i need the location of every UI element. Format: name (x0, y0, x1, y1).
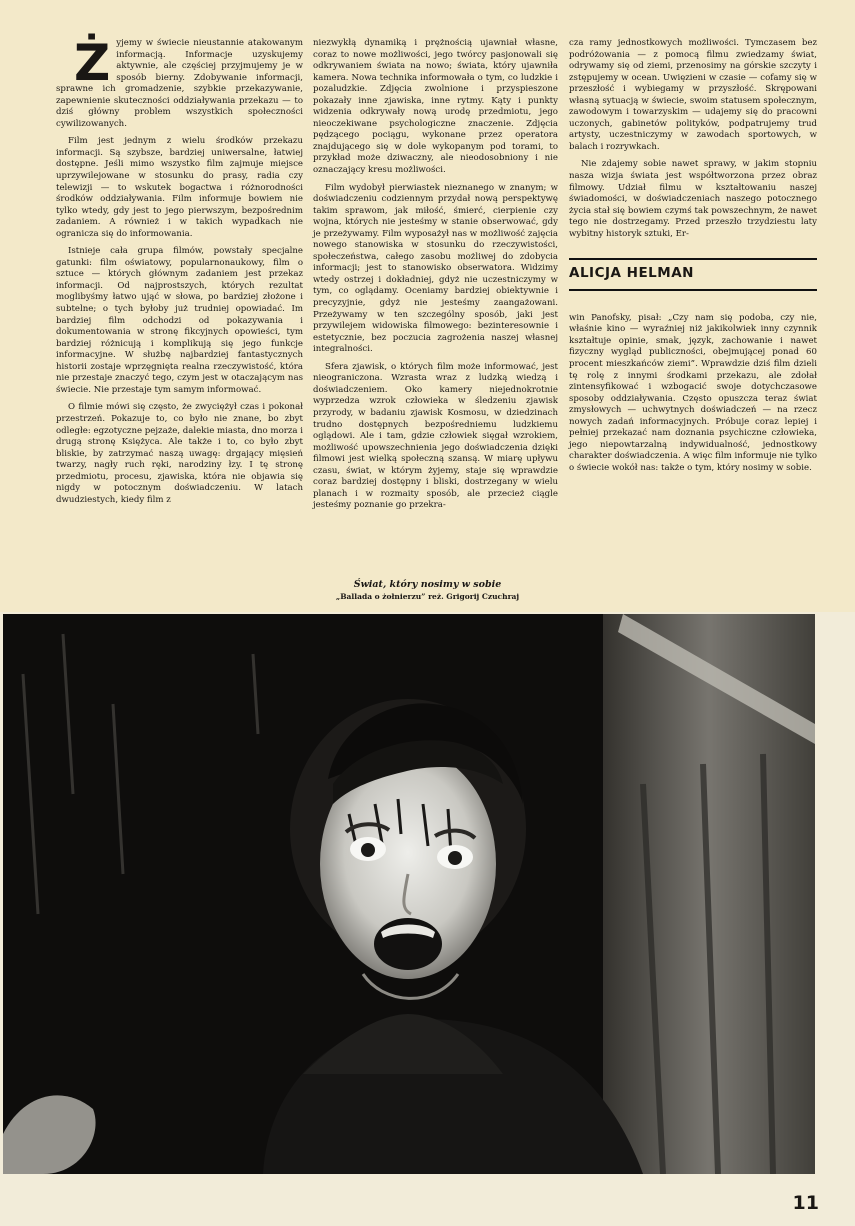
article-column-2 (313, 38, 558, 518)
drop-cap: Ż (74, 34, 111, 92)
author-block (569, 258, 817, 291)
paragraph-text: yjemy w świecie nieustannie atakowanym informacją. Informacje uzyskujemy aktywnie, ale częściej przyjmujemy je w sposób bierny. Zdobywanie informacji, sprawne ich gromadzenie, szybkie przekazywanie, zapewnienie skuteczności oddziaływania przekazu — to dziś główny problem wszystkich społeczności cywilizowanych. (56, 38, 303, 129)
article-paragraph (56, 34, 303, 130)
film-still-photo (3, 614, 815, 1174)
article-paragraph: cza ramy jednostkowych możliwości. Tymczasem bez podróżowania — z pomocą filmu zwiedzamy świat, odrywamy się od ziemi, przenosimy na górskie szczyty i zstępujemy w ocean. Uwięzieni w czasie — cofamy się w przeszłość i wybiegamy w przyszłość. Skrępowani własną sytuacją w świecie, swoim statusem społecznym, zawodowym i towarzyskim — udajemy się do pracowni uczonych, gabinetów polityków, podpatrujemy trud artysty, uczestniczymy w zawodach sportowych, w balach i rozrywkach. (569, 38, 817, 152)
article-paragraph: Nie zdajemy sobie nawet sprawy, w jakim stopniu nasza wizja świata jest współtworzona przez obraz filmowy. Udział filmu w kształtowaniu naszej świadomości, w doświadczeniach naszego potocznego życia stał się bowiem czymś tak powszechnym, że nawet tego nie dostrzegamy. Przed przeszło trzydziestu laty wybitny historyk sztuki, Er- (569, 159, 817, 239)
article-paragraph: O filmie mówi się często, że zwyciężył czas i pokonał przestrzeń. Pokazuje to, co było nie znane, bo zbyt odległe: egzotyczne pejzaże, dalekie miasta, dno morza i drugą stronę Księżyca. Ale także i to, co było zbyt bliskie, by zatrzymać naszą uwagę: drgający mięsień twarzy, nagły ruch ręki, narodziny łzy. I tę stronę przedmiotu, procesu, zjawiska, która nie objawia się nigdy w potocznym doświadczeniu. W latach dwudziestych, kiedy film z (56, 402, 303, 505)
photo-caption (0, 579, 855, 602)
article-paragraph: Sfera zjawisk, o których film może informować, jest nieograniczona. Wzrasta wraz z ludzką wiedzą i doświadczeniem. Oko kamery niejednokrotnie wyprzedza wzrok człowieka w śledzeniu zjawisk przyrody, w badaniu zjawisk Kosmosu, w dziedzinach trudno dostępnych bezpośredniemu ludzkiemu oglądowi. Ale i tam, gdzie człowiek sięgał wzrokiem, możliwość upowszechnienia jego doświadczenia dzięki filmowi jest wielką społeczną szansą. W miarę upływu czasu, świat, w którym żyjemy, staje się wprawdzie coraz bardziej dostępny i bliski, dostrzegany w wielu planach i w rozmaity sposób, ale przecież ciągle jesteśmy poznanie go przekra- (313, 361, 558, 511)
caption-title: Świat, który nosimy w sobie (353, 579, 502, 590)
article-paragraph: Istnieje cała grupa filmów, powstały specjalne gatunki: film oświatowy, popularnonaukowy, film o sztuce — których głównym zadaniem jest przekaz informacji. Od najprostszych, których rezultat moglibyśmy łatwo ująć w słowa, po bardziej złożone i subtelne; o tych byłoby już trudniej opowiadać. Im bardziej film odchodzi od pokazywania i dokumentowania w stronę fikcyjnych opowieści, tym bardziej różnicują i komplikują się jego funkcje informacyjne. W służbę najbardziej fantastycznych historii zostaje wprzęgnięta realna rzeczywistość, która nie przestaje znaczyć tego, czym jest w otaczającym nas świecie. Nie przestaje tym samym informować. (56, 246, 303, 395)
article-paragraph: Film wydobył pierwiastek nieznanego w znanym; w doświadczeniu codziennym przydał nową perspektywę takim sprawom, jak miłość, śmierć, cierpienie czy wojna, których nie jesteśmy w stanie obserwować, gdy je przeżywamy. Film wyposażył nas w możliwość zajęcia nowego stanowiska w stosunku do rzeczywistości, społeczeństwa, całego zasobu możliwej do zdobycia informacji; jest to stanowisko obserwatora. Widzimy wtedy ostrzej i dokładniej, gdyż nie uczestniczymy w tym, co oglądamy. Oceniamy bardziej obiektywnie i precyzyjnie, gdyż nie jesteśmy zaangażowani. Przeżywamy w ten szczególny sposób, jaki jest przywilejem widowiska filmowego: bezinteresownie i estetycznie, bez poczucia zagrożenia naszej własnej integralności. (313, 182, 558, 355)
author-rule-bottom (569, 289, 817, 291)
article-paragraph: win Panofsky, pisał: „Czy nam się podoba, czy nie, właśnie kino — wyraźniej niż jakikolwiek inny czynnik kształtuje opinie, smak, język, zachowanie i nawet fizyczny wygląd publiczności, obejmującej ponad 60 procent mieszkańców ziemi”. Wprawdzie dziś film dzieli tę rolę z innymi środkami przekazu, ale zdołał zintensyfikować i wzbogacić swoje dotychczasowe sposoby oddziaływania. Często opuszcza teraz świat zmysłowych — uchwytnych doświadczeń — na rzecz nowych zadań informacyjnych. Próbuje coraz lepiej i pełniej przekazać nam doznania psychiczne człowieka, jego niepowtarzalną indywidualność, jednostkowy charakter doświadczenia. A więc film informuje nie tylko o świecie wokół nas: także o tym, który nosimy w sobie. (569, 312, 817, 473)
film-still-illustration (3, 614, 815, 1174)
article-paragraph: Film jest jednym z wielu środków przekazu informacji. Są szybsze, bardziej uniwersalne, łatwiej dostępne. Jeśli mimo wszystko film zajmuje miejsce uprzywilejowane w stosunku do prasy, radia czy telewizji — to wskutek bogactwa i różnorodności środków oddziaływania. Film informuje bowiem nie tylko wtedy, gdy jest to jego pierwszym, bezpośrednim zadaniem. A również i w takich wypadkach nie ogranicza się do informowania. (56, 136, 303, 239)
article-column-3 (569, 38, 817, 481)
author-name: ALICJA HELMAN (569, 265, 694, 282)
article-column-1 (56, 34, 303, 512)
page-number: 11 (792, 1192, 819, 1214)
author-rule-top (569, 258, 817, 260)
caption-subtitle: „Ballada o żołnierzu” reż. Grigorij Czuchraj (335, 592, 520, 601)
article-paragraph: niezwykłą dynamiką i prężnością ujawniał własne, coraz to nowe możliwości, jego twórcy pasjonowali się odkrywaniem świata na nowo; świata, który ujawniła kamera. Nowa technika informowała o tym, co ludzkie i pozaludzkie. Zdjęcia zwolnione i przyspieszone pokazały inne zjawiska, inne rytmy. Kąty i punkty widzenia odkrywały nową urodę przedmiotu, jego nieoczekiwane psychologiczne znaczenie. Zdjęcia pędzącego pociągu, wykonane przez operatora znajdującego się w dole wykopanym pod torami, to przykład może dziwaczny, ale nieodosobniony i nie oznaczający kresu możliwości. (313, 38, 558, 176)
